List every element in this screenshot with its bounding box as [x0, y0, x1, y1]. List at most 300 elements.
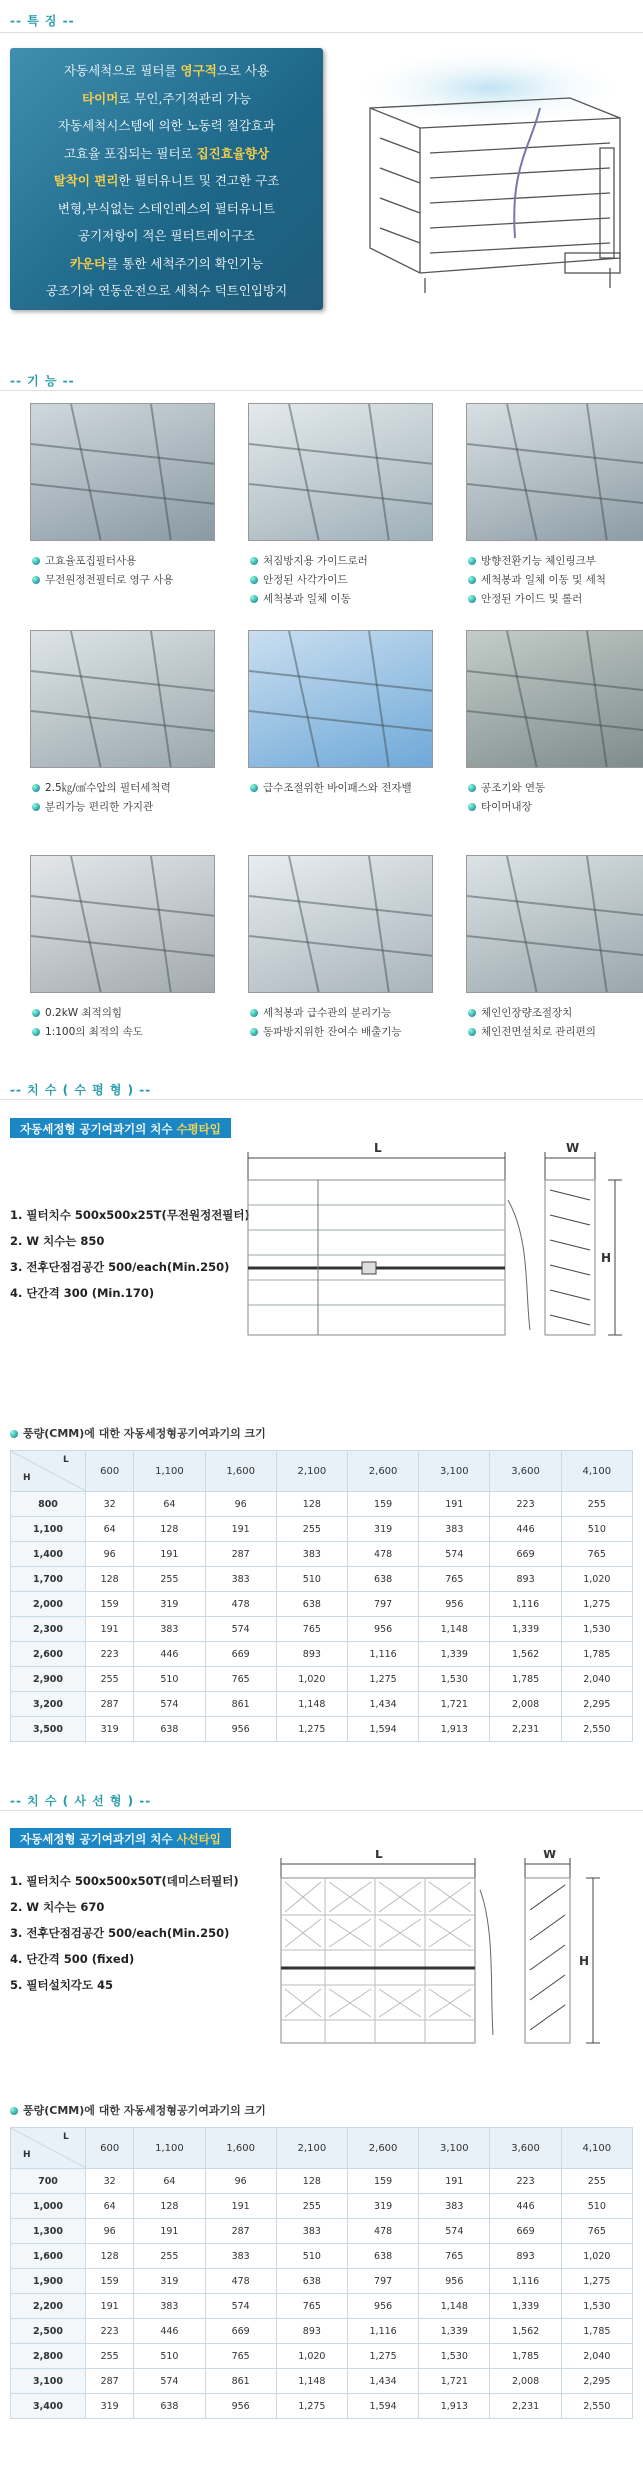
- caption-text: 1:100의 최적의 속도: [45, 1026, 143, 1038]
- caption-text: 세척봉과 일체 이동 및 세척: [481, 574, 606, 586]
- table-cell: 638: [134, 1717, 205, 1742]
- table-cell: 383: [276, 1542, 347, 1567]
- divider: [0, 32, 643, 33]
- table-cell: 956: [419, 2269, 490, 2294]
- table-cell: 510: [561, 2194, 632, 2219]
- table-cell: 478: [205, 2269, 276, 2294]
- table-cell: 319: [347, 2194, 418, 2219]
- table-cell: 1,020: [276, 2344, 347, 2369]
- bullet-icon: [32, 803, 40, 811]
- table-cell: 1,275: [561, 1592, 632, 1617]
- table-row: [11, 2219, 633, 2244]
- corner-l: L: [63, 2132, 69, 2142]
- corner-cell: [11, 1451, 86, 1492]
- table-cell: 956: [205, 1717, 276, 1742]
- table-cell: 191: [134, 2219, 205, 2244]
- function-photo: [466, 630, 643, 768]
- row-header: 2,600: [11, 1642, 86, 1667]
- table-cell: 383: [419, 1517, 490, 1542]
- function-caption: [250, 572, 347, 587]
- divider: [0, 1099, 643, 1100]
- table-row: [11, 1617, 633, 1642]
- feature-line: [10, 61, 323, 79]
- feature-post: 으로 사용: [216, 63, 270, 78]
- table-cell: 638: [134, 2394, 205, 2419]
- table-cell: 1,339: [490, 1617, 561, 1642]
- table-cell: 191: [419, 2169, 490, 2194]
- table-cell: 319: [86, 1717, 134, 1742]
- column-header: 2,600: [347, 2128, 418, 2169]
- function-photo: [466, 855, 643, 993]
- function-caption: [250, 1005, 391, 1020]
- function-caption: [250, 591, 351, 606]
- spec-item: 4. 단간격 300 (Min.170): [10, 1286, 155, 1300]
- table-cell: 1,148: [276, 2369, 347, 2394]
- caption-text: 세척봉과 일체 이동: [263, 593, 351, 605]
- table-cell: 510: [134, 1667, 205, 1692]
- table-cell: 287: [205, 1542, 276, 1567]
- table-cell: 383: [205, 2244, 276, 2269]
- table-row: [11, 2369, 633, 2394]
- caption-text: 2.5㎏/㎠수압의 필터세척력: [45, 782, 171, 794]
- table-cell: 478: [205, 1592, 276, 1617]
- column-header: 1,100: [134, 1451, 205, 1492]
- dim-slanted-section-title: -- 치 수 ( 사 선 형 ) --: [10, 1794, 152, 1808]
- table-cell: 32: [86, 2169, 134, 2194]
- bullet-icon: [10, 1430, 18, 1438]
- table-title-text: 풍량(CMM)에 대한 자동세정형공기여과기의 크기: [23, 2104, 266, 2117]
- bullet-icon: [32, 784, 40, 792]
- table-cell: 319: [347, 1517, 418, 1542]
- column-header: 1,600: [205, 1451, 276, 1492]
- table-cell: 1,339: [490, 2294, 561, 2319]
- table-cell: 1,785: [490, 2344, 561, 2369]
- column-header: 2,600: [347, 1451, 418, 1492]
- filter-unit-illustration: [340, 48, 635, 310]
- table-cell: 1,339: [419, 1642, 490, 1667]
- function-caption: [32, 780, 171, 795]
- function-caption: [468, 1024, 596, 1039]
- row-header: 700: [11, 2169, 86, 2194]
- table-cell: 1,020: [561, 1567, 632, 1592]
- table-cell: 191: [134, 1542, 205, 1567]
- table-cell: 797: [347, 2269, 418, 2294]
- table-row: [11, 2269, 633, 2294]
- function-photo: [30, 630, 215, 768]
- table-cell: 64: [134, 1492, 205, 1517]
- function-caption: [468, 780, 545, 795]
- function-caption: [32, 1024, 143, 1039]
- table-cell: 191: [205, 1517, 276, 1542]
- table-cell: 2,550: [561, 2394, 632, 2419]
- table-cell: 574: [419, 1542, 490, 1567]
- table-cell: 446: [134, 1642, 205, 1667]
- table-cell: 510: [134, 2344, 205, 2369]
- table-cell: 765: [561, 1542, 632, 1567]
- table-cell: 64: [86, 2194, 134, 2219]
- table-row: [11, 2344, 633, 2369]
- horizontal-table-title: [10, 1425, 266, 1441]
- function-caption: [468, 1005, 572, 1020]
- bullet-icon: [32, 557, 40, 565]
- row-header: 2,200: [11, 2294, 86, 2319]
- table-cell: 255: [276, 1517, 347, 1542]
- row-header: 2,500: [11, 2319, 86, 2344]
- table-cell: 1,434: [347, 2369, 418, 2394]
- feature-pre: 자동세척으로 필터를: [63, 63, 181, 78]
- bullet-icon: [32, 1009, 40, 1017]
- table-cell: 478: [347, 1542, 418, 1567]
- bullet-icon: [10, 2107, 18, 2115]
- table-cell: 383: [205, 1567, 276, 1592]
- spec-item: 1. 필터치수 500x500x25T(무전원정전필터): [10, 1208, 250, 1222]
- table-cell: 159: [347, 2169, 418, 2194]
- table-cell: 765: [276, 2294, 347, 2319]
- column-header: 1,100: [134, 2128, 205, 2169]
- table-cell: 574: [419, 2219, 490, 2244]
- caption-text: 동파방지위한 잔여수 배출기능: [263, 1026, 402, 1038]
- table-cell: 510: [561, 1517, 632, 1542]
- table-cell: 128: [134, 2194, 205, 2219]
- table-cell: 2,231: [490, 2394, 561, 2419]
- row-header: 1,400: [11, 1542, 86, 1567]
- feature-pre: 고효율 포집되는 필터로: [63, 145, 197, 161]
- table-cell: 1,594: [347, 2394, 418, 2419]
- table-cell: 223: [86, 2319, 134, 2344]
- table-cell: 1,116: [490, 2269, 561, 2294]
- row-header: 2,300: [11, 1617, 86, 1642]
- column-header: 600: [86, 1451, 134, 1492]
- corner-l: L: [63, 1455, 69, 1465]
- bullet-icon: [32, 1028, 40, 1036]
- corner-h: H: [23, 1473, 31, 1483]
- table-cell: 669: [205, 2319, 276, 2344]
- feature-post: 한 필터유니트 및 견고한 구조: [118, 173, 280, 188]
- column-header: 600: [86, 2128, 134, 2169]
- bullet-icon: [250, 576, 258, 584]
- slanted-spec-list: [10, 1868, 239, 1998]
- table-cell: 2,550: [561, 1717, 632, 1742]
- table-cell: 2,295: [561, 2369, 632, 2394]
- divider: [0, 390, 643, 391]
- caption-text: 방향전환기능 체인링크부: [481, 555, 596, 567]
- function-caption: [250, 1024, 402, 1039]
- bullet-icon: [468, 803, 476, 811]
- table-cell: 1,721: [419, 2369, 490, 2394]
- table-row: [11, 2169, 633, 2194]
- table-row: [11, 1492, 633, 1517]
- table-cell: 446: [490, 2194, 561, 2219]
- bar-text: 자동세정형 공기여과기의 치수: [20, 1832, 177, 1846]
- table-cell: 1,275: [347, 2344, 418, 2369]
- table-cell: 574: [205, 2294, 276, 2319]
- row-header: 1,600: [11, 2244, 86, 2269]
- function-caption: [250, 553, 368, 568]
- slanted-table-title: [10, 2102, 266, 2118]
- caption-text: 체인전면설치로 관리편의: [481, 1026, 596, 1038]
- table-cell: 287: [86, 2369, 134, 2394]
- table-cell: 446: [134, 2319, 205, 2344]
- table-cell: 128: [86, 1567, 134, 1592]
- table-cell: 255: [134, 1567, 205, 1592]
- table-cell: 956: [347, 2294, 418, 2319]
- label-L: L: [374, 1141, 382, 1155]
- table-cell: 191: [419, 1492, 490, 1517]
- table-cell: 1,530: [561, 2294, 632, 2319]
- caption-text: 체인인장량조절장치: [481, 1007, 573, 1019]
- label-W: W: [543, 1850, 557, 1861]
- row-header: 800: [11, 1492, 86, 1517]
- table-cell: 1,562: [490, 1642, 561, 1667]
- spec-item: 1. 필터치수 500x500x50T(데미스터필터): [10, 1874, 239, 1888]
- table-cell: 1,275: [561, 2269, 632, 2294]
- table-cell: 1,020: [561, 2244, 632, 2269]
- caption-text: 무전원정전필터로 영구 사용: [45, 574, 174, 586]
- table-cell: 638: [276, 1592, 347, 1617]
- table-cell: 510: [276, 2244, 347, 2269]
- table-cell: 1,275: [276, 2394, 347, 2419]
- function-photo: [30, 403, 215, 541]
- bullet-icon: [468, 557, 476, 565]
- table-cell: 669: [205, 1642, 276, 1667]
- table-cell: 1,275: [347, 1667, 418, 1692]
- table-cell: 2,008: [490, 1692, 561, 1717]
- feature-line: [10, 144, 323, 162]
- corner-h: H: [23, 2150, 31, 2160]
- caption-text: 고효율포집필터사용: [45, 555, 137, 567]
- table-cell: 574: [205, 1617, 276, 1642]
- slanted-size-table: [10, 2127, 633, 2419]
- table-cell: 765: [205, 2344, 276, 2369]
- table-cell: 1,275: [276, 1717, 347, 1742]
- table-cell: 191: [205, 2194, 276, 2219]
- table-cell: 1,148: [276, 1692, 347, 1717]
- horizontal-dimension-drawing: [240, 1140, 640, 1380]
- column-header: 2,100: [276, 1451, 347, 1492]
- slanted-type-bar: [10, 1828, 231, 1848]
- table-cell: 383: [276, 2219, 347, 2244]
- feature-hl: 타이머: [82, 90, 119, 106]
- table-cell: 1,148: [419, 2294, 490, 2319]
- column-header: 3,100: [419, 2128, 490, 2169]
- table-cell: 669: [490, 1542, 561, 1567]
- table-cell: 638: [347, 2244, 418, 2269]
- table-cell: 765: [205, 1667, 276, 1692]
- label-H: H: [601, 1251, 612, 1265]
- table-cell: 383: [134, 1617, 205, 1642]
- bullet-icon: [250, 1028, 258, 1036]
- table-cell: 96: [205, 2169, 276, 2194]
- feature-line: [10, 281, 323, 299]
- function-photo: [248, 403, 433, 541]
- table-cell: 96: [86, 1542, 134, 1567]
- bar-highlight: 사선타입: [176, 1832, 221, 1846]
- table-cell: 223: [490, 2169, 561, 2194]
- table-cell: 383: [134, 2294, 205, 2319]
- table-cell: 2,008: [490, 2369, 561, 2394]
- table-cell: 255: [86, 1667, 134, 1692]
- function-caption: [468, 572, 606, 587]
- feature-pre: 자동세척시스템에 의한 노동력 절감효과: [57, 118, 276, 133]
- table-cell: 1,721: [419, 1692, 490, 1717]
- table-cell: 159: [86, 2269, 134, 2294]
- table-cell: 1,562: [490, 2319, 561, 2344]
- row-header: 2,800: [11, 2344, 86, 2369]
- column-header: 3,100: [419, 1451, 490, 1492]
- table-cell: 765: [419, 2244, 490, 2269]
- bullet-icon: [32, 576, 40, 584]
- row-header: 2,900: [11, 1667, 86, 1692]
- table-cell: 1,785: [561, 2319, 632, 2344]
- table-cell: 1,530: [561, 1617, 632, 1642]
- table-row: [11, 2319, 633, 2344]
- table-cell: 765: [561, 2219, 632, 2244]
- caption-text: 공조기와 연동: [481, 782, 546, 794]
- table-row: [11, 2294, 633, 2319]
- feature-line: [10, 89, 323, 107]
- table-cell: 956: [205, 2394, 276, 2419]
- label-W: W: [566, 1141, 580, 1155]
- bullet-icon: [468, 1028, 476, 1036]
- table-row: [11, 1717, 633, 1742]
- caption-text: 처짐방지용 가이드로러: [263, 555, 368, 567]
- table-row: [11, 1592, 633, 1617]
- table-cell: 32: [86, 1492, 134, 1517]
- table-row: [11, 1517, 633, 1542]
- table-row: [11, 1642, 633, 1667]
- row-header: 3,100: [11, 2369, 86, 2394]
- table-cell: 1,339: [419, 2319, 490, 2344]
- table-cell: 255: [561, 2169, 632, 2194]
- table-cell: 159: [86, 1592, 134, 1617]
- table-cell: 255: [276, 2194, 347, 2219]
- function-photo: [248, 630, 433, 768]
- caption-text: 안정된 사각가이드: [263, 574, 348, 586]
- caption-text: 0.2kW 최적의힘: [45, 1007, 123, 1019]
- row-header: 1,300: [11, 2219, 86, 2244]
- table-cell: 191: [86, 1617, 134, 1642]
- bullet-icon: [468, 576, 476, 584]
- bullet-icon: [468, 1009, 476, 1017]
- table-cell: 1,116: [347, 1642, 418, 1667]
- table-row: [11, 1567, 633, 1592]
- table-cell: 319: [134, 2269, 205, 2294]
- divider: [0, 1810, 643, 1811]
- table-cell: 1,913: [419, 2394, 490, 2419]
- function-caption: [32, 553, 136, 568]
- column-header: 4,100: [561, 2128, 632, 2169]
- bullet-icon: [468, 784, 476, 792]
- functions-section-title: -- 기 능 --: [10, 374, 75, 388]
- function-photo: [466, 403, 643, 541]
- table-cell: 128: [134, 1517, 205, 1542]
- caption-text: 급수조절위한 바이패스와 전자밸: [263, 782, 412, 794]
- bullet-icon: [468, 595, 476, 603]
- features-section-title: -- 특 징 --: [10, 14, 75, 28]
- table-cell: 956: [419, 1592, 490, 1617]
- spec-item: 3. 전후단점검공간 500/each(Min.250): [10, 1260, 230, 1274]
- table-cell: 223: [490, 1492, 561, 1517]
- function-photo: [248, 855, 433, 993]
- table-cell: 574: [134, 1692, 205, 1717]
- table-cell: 255: [134, 2244, 205, 2269]
- row-header: 1,100: [11, 1517, 86, 1542]
- function-caption: [32, 572, 173, 587]
- horizontal-type-bar: [10, 1118, 231, 1138]
- feature-line: [10, 116, 323, 134]
- label-L: L: [375, 1850, 383, 1861]
- spec-item: 2. W 치수는 670: [10, 1900, 105, 1914]
- table-row: [11, 2394, 633, 2419]
- table-cell: 1,594: [347, 1717, 418, 1742]
- table-cell: 191: [86, 2294, 134, 2319]
- bullet-icon: [250, 595, 258, 603]
- table-cell: 1,020: [276, 1667, 347, 1692]
- table-cell: 478: [347, 2219, 418, 2244]
- column-header: 3,600: [490, 2128, 561, 2169]
- table-cell: 893: [276, 1642, 347, 1667]
- table-cell: 669: [490, 2219, 561, 2244]
- row-header: 1,900: [11, 2269, 86, 2294]
- table-cell: 319: [134, 1592, 205, 1617]
- table-cell: 446: [490, 1517, 561, 1542]
- table-cell: 1,530: [419, 2344, 490, 2369]
- table-cell: 1,785: [490, 1667, 561, 1692]
- table-cell: 797: [347, 1592, 418, 1617]
- table-cell: 765: [276, 1617, 347, 1642]
- table-cell: 2,040: [561, 1667, 632, 1692]
- feature-pre: 공조기와 연동운전으로 세척수 덕트인입방지: [45, 283, 288, 298]
- table-cell: 574: [134, 2369, 205, 2394]
- table-cell: 1,116: [490, 1592, 561, 1617]
- table-row: [11, 1667, 633, 1692]
- table-cell: 255: [561, 1492, 632, 1517]
- bullet-icon: [250, 784, 258, 792]
- table-title-text: 풍량(CMM)에 대한 자동세정형공기여과기의 크기: [23, 1427, 266, 1440]
- row-header: 1,000: [11, 2194, 86, 2219]
- table-row: [11, 1692, 633, 1717]
- bullet-icon: [250, 557, 258, 565]
- feature-line: [10, 226, 323, 244]
- feature-line: [10, 199, 323, 217]
- caption-text: 안정된 가이드 및 롤러: [481, 593, 583, 605]
- table-row: [11, 2244, 633, 2269]
- table-cell: 287: [86, 1692, 134, 1717]
- table-cell: 1,148: [419, 1617, 490, 1642]
- row-header: 1,700: [11, 1567, 86, 1592]
- horizontal-size-table: [10, 1450, 633, 1742]
- row-header: 3,500: [11, 1717, 86, 1742]
- table-row: [11, 1542, 633, 1567]
- function-caption: [32, 799, 153, 814]
- table-cell: 893: [490, 1567, 561, 1592]
- table-cell: 2,295: [561, 1692, 632, 1717]
- caption-text: 세척봉과 급수관의 분리기능: [263, 1007, 392, 1019]
- table-cell: 255: [86, 2344, 134, 2369]
- table-cell: 383: [419, 2194, 490, 2219]
- table-row: [11, 2194, 633, 2219]
- table-cell: 319: [86, 2394, 134, 2419]
- corner-cell: [11, 2128, 86, 2169]
- feature-hl: 집진효율향상: [196, 145, 270, 161]
- table-cell: 96: [86, 2219, 134, 2244]
- column-header: 2,100: [276, 2128, 347, 2169]
- function-photo: [30, 855, 215, 993]
- table-cell: 159: [347, 1492, 418, 1517]
- table-cell: 1,116: [347, 2319, 418, 2344]
- dim-horizontal-section-title: -- 치 수 ( 수 평 형 ) --: [10, 1083, 152, 1097]
- table-cell: 1,434: [347, 1692, 418, 1717]
